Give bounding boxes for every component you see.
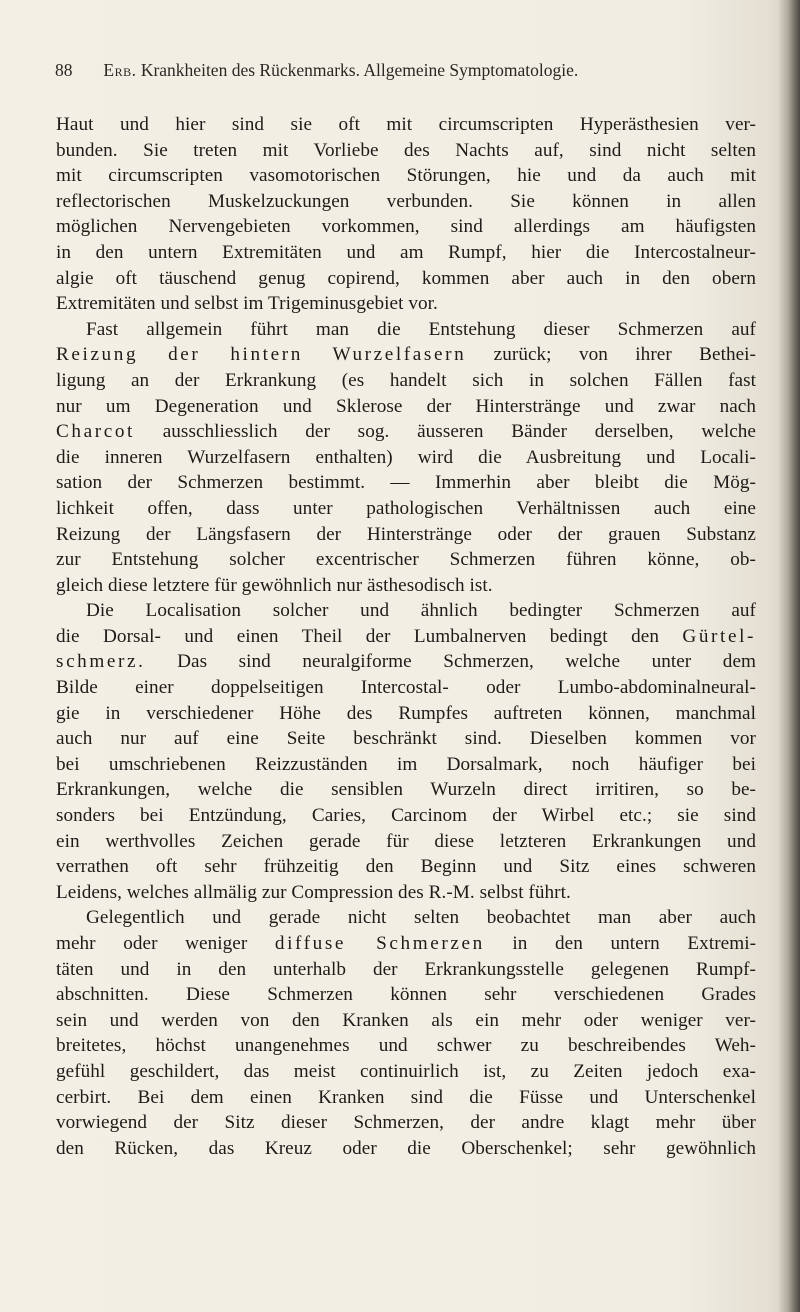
text-line: ein werthvolles Zeichen gerade für diese letzteren Erkrankungen und (56, 830, 756, 852)
page-number: 88 (55, 60, 73, 80)
text-line: vorwiegend der Sitz dieser Schmerzen, der andre klagt mehr über (56, 1112, 756, 1134)
text-line: Fast allgemein führt man die Entstehung dieser Schmerzen auf (86, 318, 756, 340)
text-line: gleich diese letztere für gewöhnlich nur ästhesodisch ist. (56, 574, 493, 596)
text-line: bunden. Sie treten mit Vorliebe des Nachts auf, sind nicht selten (56, 139, 756, 161)
text-line: möglichen Nervengebieten vorkommen, sind allerdings am häufigsten (56, 216, 756, 238)
text-line: sonders bei Entzündung, Caries, Carcinom der Wirbel etc.; sie sind (56, 805, 756, 827)
text-run: mehr oder weniger (56, 933, 275, 954)
text-line: gie in verschiedener Höhe des Rumpfes auftreten können, manchmal (56, 702, 756, 724)
text-line: sation der Schmerzen bestimmt. — Immerhin aber bleibt die Mög- (56, 472, 756, 494)
text-line (56, 649, 756, 675)
text-line: mit circumscripten vasomotorischen Störungen, hie und da auch mit (56, 165, 756, 187)
text-line: sein und werden von den Kranken als ein mehr oder weniger ver- (56, 1009, 756, 1031)
text-line: Die Localisation solcher und ähnlich bedingter Schmerzen auf (86, 600, 756, 622)
body-text (56, 112, 756, 1161)
text-line: zur Entstehung solcher excentrischer Schmerzen führen könne, ob- (56, 549, 756, 571)
text-line (56, 931, 756, 957)
text-line: Erkrankungen, welche die sensiblen Wurzeln direct irritiren, so be- (56, 779, 756, 801)
text-line: Gelegentlich und gerade nicht selten beobachtet man aber auch (86, 907, 756, 929)
text-line: lichkeit offen, dass unter pathologischen Verhältnissen auch eine (56, 497, 756, 519)
text-line: reflectorischen Muskelzuckungen verbunden. Sie können in allen (56, 190, 756, 212)
text-line: Reizung der Längsfasern der Hinterstränge oder der grauen Substanz (56, 523, 756, 545)
text-line: Haut und hier sind sie oft mit circumscripten Hyperästhesien ver- (56, 114, 756, 135)
text-line (56, 342, 756, 368)
text-line: algie oft täuschend genug copirend, kommen aber auch in den obern (56, 267, 756, 289)
text-line: ligung an der Erkrankung (es handelt sich in solchen Fällen fast (56, 369, 756, 391)
text-run: die Dorsal- und einen Theil der Lumbalnerven bedingt den (56, 625, 683, 647)
text-line: den Rücken, das Kreuz oder die Oberschenkel; sehr gewöhnlich (56, 1137, 756, 1159)
text-run: Das sind neuralgiforme Schmerzen, welche unter dem (145, 651, 756, 673)
text-line: Extremitäten und selbst im Trigeminusgebiet vor. (56, 293, 438, 315)
text-run: ausschliesslich der sog. äusseren Bänder derselben, welche (134, 421, 756, 443)
emphasis-spaced: Gürtel- (682, 625, 756, 647)
text-line: breitetes, höchst unangenehmes und schwer zu beschreibendes Weh- (56, 1035, 756, 1057)
running-head-author: Erb. (103, 60, 137, 80)
text-line (56, 419, 756, 445)
emphasis-spaced: Charcot (56, 421, 135, 443)
text-line: verrathen oft sehr frühzeitig den Beginn und Sitz eines schweren (56, 856, 756, 878)
text-run: in den untern Extremi- (484, 933, 757, 954)
text-line: täten und in den unterhalb der Erkrankungsstelle gelegenen Rumpf- (56, 958, 756, 980)
text-line: die inneren Wurzelfasern enthalten) wird die Ausbreitung und Locali- (56, 446, 756, 468)
text-line (56, 624, 756, 650)
running-head (55, 60, 755, 90)
emphasis-spaced: schmerz. (56, 651, 146, 673)
text-line: bei umschriebenen Reizzuständen im Dorsalmark, noch häufiger bei (56, 753, 756, 775)
text-line: Bilde einer doppelseitigen Intercostal- oder Lumbo-abdominalneural- (56, 677, 756, 699)
text-line: auch nur auf eine Seite beschränkt sind. Dieselben kommen vor (56, 728, 756, 750)
text-line: cerbirt. Bei dem einen Kranken sind die Füsse und Unterschenkel (56, 1086, 756, 1108)
text-line: Leidens, welches allmälig zur Compression des R.-M. selbst führt. (56, 881, 571, 903)
text-line: abschnitten. Diese Schmerzen können sehr verschiedenen Grades (56, 984, 756, 1006)
running-head-title: Krankheiten des Rückenmarks. Allgemeine Symptomatologie. (140, 60, 579, 80)
text-line: nur um Degeneration und Sklerose der Hinterstränge und zwar nach (56, 395, 756, 417)
page-binding-shadow (778, 0, 800, 1312)
emphasis-spaced: diffuse Schmerzen (274, 933, 485, 954)
text-line: in den untern Extremitäten und am Rumpf, hier die Intercostalneur- (56, 241, 756, 263)
text-run: zurück; von ihrer Bethei- (466, 344, 756, 366)
emphasis-spaced: Reizung der hintern Wurzelfasern (56, 344, 467, 366)
text-line: gefühl geschildert, das meist continuirlich ist, zu Zeiten jedoch exa- (56, 1060, 756, 1082)
